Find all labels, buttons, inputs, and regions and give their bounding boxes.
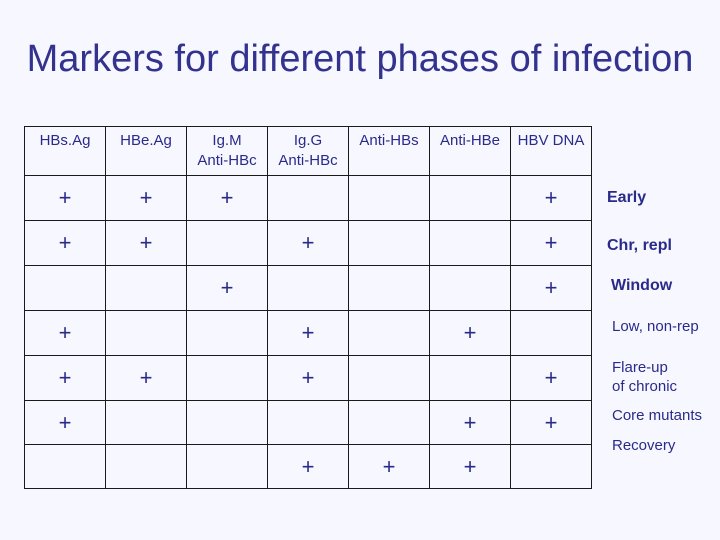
- table-row: [25, 266, 592, 311]
- table-cell: +: [106, 356, 187, 401]
- header-hbeag: HBe.Ag: [106, 127, 187, 176]
- markers-table: [24, 126, 592, 489]
- phase-label-low-non-replicative: Low, non-rep: [612, 318, 699, 335]
- table-cell: [187, 401, 268, 445]
- phase-label-early: Early: [607, 189, 647, 206]
- table-cell: [106, 311, 187, 356]
- header-anti-hbe: Anti-HBe: [430, 127, 511, 176]
- table-cell: +: [268, 221, 349, 266]
- header-row: [25, 127, 592, 176]
- table-cell: [349, 311, 430, 356]
- table-cell: [349, 221, 430, 266]
- table-cell: [268, 401, 349, 445]
- table-cell: +: [25, 221, 106, 266]
- table-cell: [511, 445, 592, 489]
- table-cell: [268, 266, 349, 311]
- table-cell: [349, 401, 430, 445]
- table-cell: +: [349, 445, 430, 489]
- header-igm-anti-hbc: Ig.M Anti-HBc: [187, 127, 268, 176]
- phase-label-core-mutants: Core mutants: [612, 407, 703, 424]
- header-hbsag: HBs.Ag: [25, 127, 106, 176]
- table-cell: [349, 356, 430, 401]
- table-cell: +: [430, 311, 511, 356]
- table-cell: +: [25, 356, 106, 401]
- phase-label-chronic-replicative: Chr, repl: [607, 237, 672, 254]
- table-row: [25, 445, 592, 489]
- table-cell: +: [268, 311, 349, 356]
- table-cell: +: [430, 445, 511, 489]
- table-cell: +: [106, 221, 187, 266]
- table-cell: [430, 221, 511, 266]
- phase-label-flare-up: Flare-up of chronic: [612, 359, 678, 395]
- table-cell: [349, 266, 430, 311]
- table-cell: [106, 401, 187, 445]
- table-cell: [187, 221, 268, 266]
- table-cell: +: [430, 401, 511, 445]
- table-cell: +: [511, 401, 592, 445]
- table-row: [25, 221, 592, 266]
- table-cell: +: [268, 356, 349, 401]
- table-cell: [430, 266, 511, 311]
- table-cell: [106, 445, 187, 489]
- phase-label-window: Window: [611, 277, 673, 294]
- header-igg-anti-hbc: Ig.G Anti-HBc: [268, 127, 349, 176]
- table-cell: [430, 176, 511, 221]
- table-cell: [106, 266, 187, 311]
- table-cell: [187, 445, 268, 489]
- table-cell: [187, 311, 268, 356]
- table-cell: [268, 176, 349, 221]
- table-row: [25, 356, 592, 401]
- table-cell: +: [25, 176, 106, 221]
- phase-label-recovery: Recovery: [612, 437, 676, 454]
- header-anti-hbs: Anti-HBs: [349, 127, 430, 176]
- table-cell: [349, 176, 430, 221]
- table-cell: +: [25, 311, 106, 356]
- table-cell: [511, 311, 592, 356]
- table-cell: [25, 266, 106, 311]
- table-row: [25, 176, 592, 221]
- table-cell: +: [187, 176, 268, 221]
- slide-title: Markers for different phases of infection: [26, 38, 694, 80]
- table-cell: [430, 356, 511, 401]
- header-hbv-dna: HBV DNA: [511, 127, 592, 176]
- table-cell: +: [511, 176, 592, 221]
- table-cell: +: [187, 266, 268, 311]
- table-cell: +: [511, 356, 592, 401]
- table-cell: +: [25, 401, 106, 445]
- table-cell: +: [511, 266, 592, 311]
- table-cell: +: [511, 221, 592, 266]
- table-cell: +: [268, 445, 349, 489]
- table-cell: [25, 445, 106, 489]
- table-row: [25, 311, 592, 356]
- table-row: [25, 401, 592, 445]
- table-cell: +: [106, 176, 187, 221]
- table-cell: [187, 356, 268, 401]
